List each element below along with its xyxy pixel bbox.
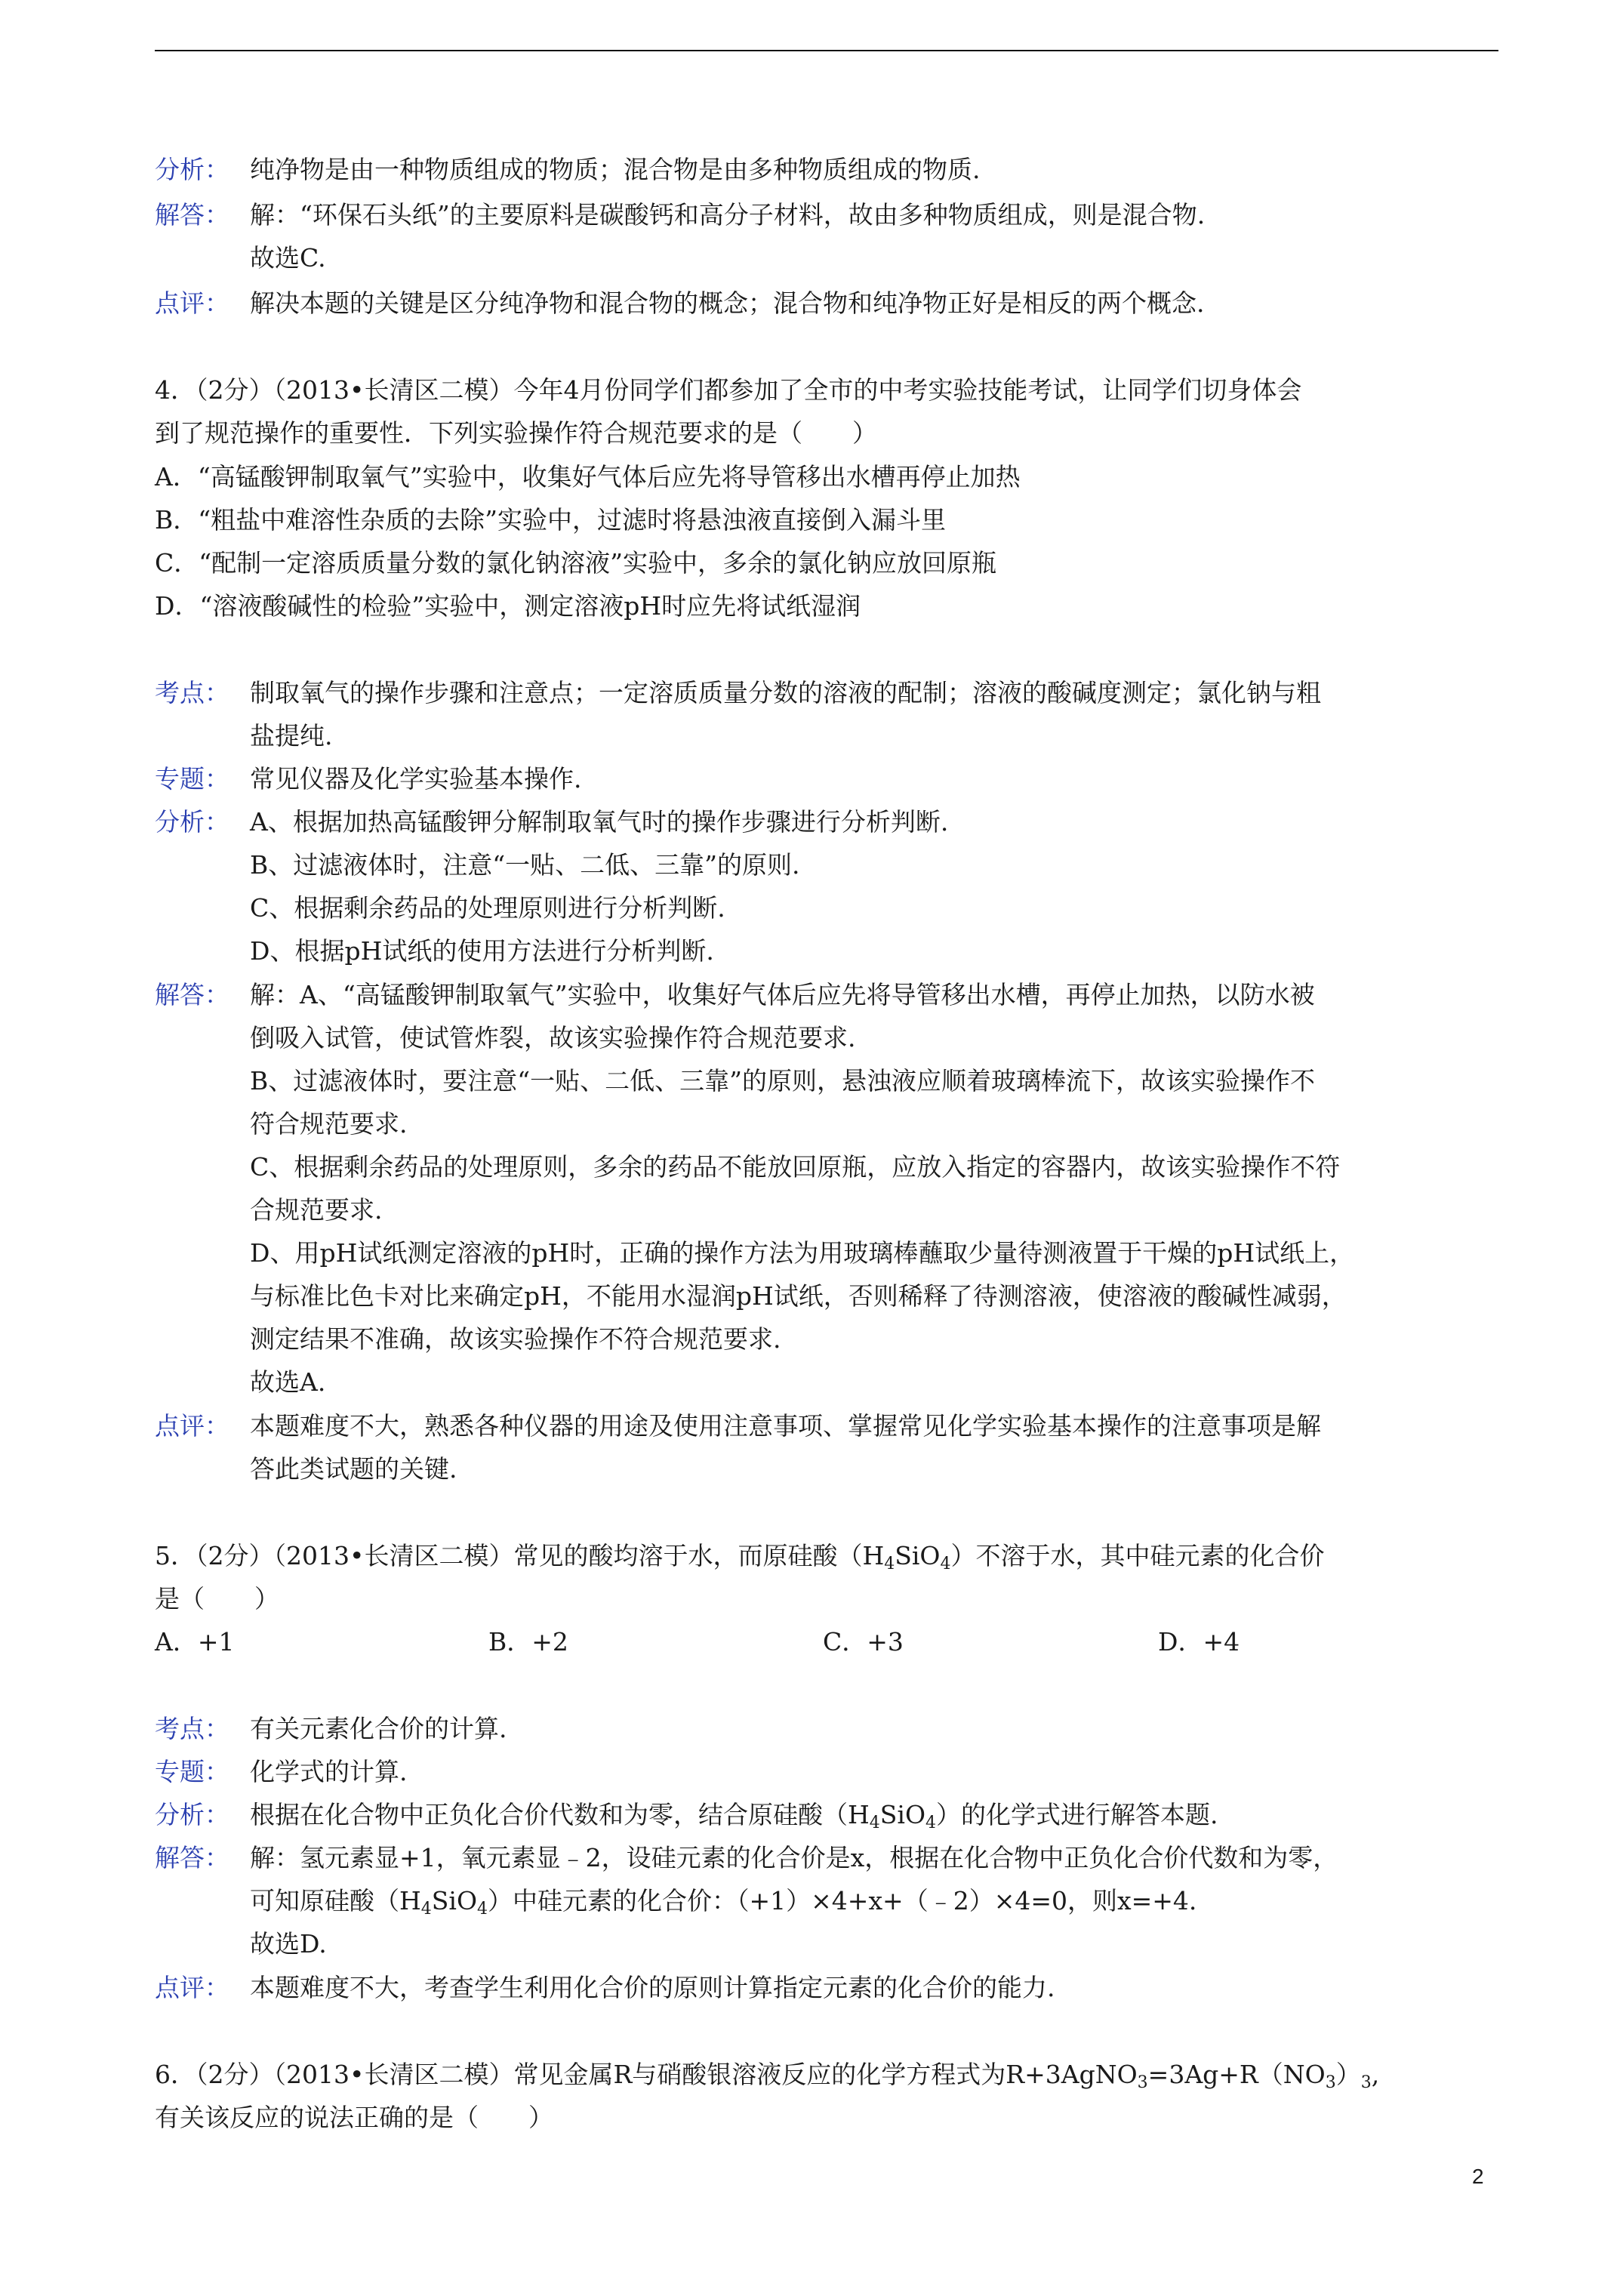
- comment-label: 点评：: [155, 288, 229, 318]
- q4-option-b: B．“粗盐中难溶性杂质的去除”实验中，过滤时将悬浊液直接倒入漏斗里: [155, 505, 946, 535]
- solution-label: 解答：: [155, 200, 229, 230]
- q4-solution-line2: 倒吸入试管，使试管炸裂，故该实验操作符合规范要求.: [250, 1023, 856, 1052]
- q4-solution-text: 解：A、“高锰酸钾制取氧气”实验中，收集好气体后应先将导管移出水槽，再停止加热，以防水被: [250, 980, 1315, 1009]
- q4-comment-text: 本题难度不大，熟悉各种仪器的用途及使用注意事项、掌握常见化学实验基本操作的注意事项是解: [250, 1411, 1321, 1441]
- q4-analysis-b: B、过滤液体时，注意“一贴、二低、三靠”的原则.: [250, 850, 800, 880]
- q5-comment-text: 本题难度不大，考查学生利用化合价的原则计算指定元素的化合价的能力.: [250, 1973, 1055, 2002]
- q4-solution-line9: 测定结果不准确，故该实验操作不符合规范要求.: [250, 1324, 781, 1354]
- q3-solution-text: 解：“环保石头纸”的主要原料是碳酸钙和高分子材料，故由多种物质组成，则是混合物.: [250, 200, 1206, 230]
- q4-option-a: A．“高锰酸钾制取氧气”实验中，收集好气体后应先将导管移出水槽再停止加热: [155, 462, 1021, 492]
- q5-option-b: B．+2: [488, 1627, 568, 1657]
- q5-option-a: A．+1: [155, 1627, 235, 1657]
- q3-comment-text: 解决本题的关键是区分纯净物和混合物的概念；混合物和纯净物正好是相反的两个概念.: [250, 288, 1205, 318]
- q5-topic-text: 化学式的计算.: [250, 1757, 408, 1786]
- q4-comment-cont: 答此类试题的关键.: [250, 1454, 457, 1484]
- keypoint-label: 考点：: [155, 678, 229, 707]
- analysis-label: 分析：: [155, 807, 229, 837]
- q4-stem-line2: 到了规范操作的重要性．下列实验操作符合规范要求的是（ ）: [155, 418, 877, 448]
- q5-answer: 故选D.: [250, 1929, 327, 1959]
- analysis-label: 分析：: [155, 1800, 229, 1829]
- q4-option-d: D．“溶液酸碱性的检验”实验中，测定溶液pH时应先将试纸湿润: [155, 591, 861, 621]
- q4-solution-line8: 与标准比色卡对比来确定pH，不能用水湿润pH试纸，否则稀释了待测溶液，使溶液的酸碱性减弱，: [250, 1281, 1347, 1311]
- q4-topic-text: 常见仪器及化学实验基本操作.: [250, 764, 582, 794]
- q4-stem-line1: 4．（2分）（2013•长清区二模）今年4月份同学们都参加了全市的中考实验技能考试，让同学们切身体会: [155, 375, 1302, 405]
- q5-solution-text: 解：氢元素显+1，氧元素显﹣2，设硅元素的化合价是x，根据在化合物中正负化合价代数和为零，: [250, 1843, 1338, 1872]
- q5-option-c: C．+3: [823, 1627, 904, 1657]
- header-rule: [155, 50, 1498, 51]
- q4-keypoint-cont: 盐提纯.: [250, 721, 333, 750]
- q3-answer: 故选C.: [250, 243, 326, 273]
- q4-analysis-c: C、根据剩余药品的处理原则进行分析判断.: [250, 893, 725, 923]
- q5-analysis-text: 根据在化合物中正负化合价代数和为零，结合原硅酸$(H_4SiO_4)$的化学式进行解答本题.: [250, 1800, 1218, 1832]
- topic-label: 专题：: [155, 1757, 229, 1786]
- keypoint-label: 考点：: [155, 1714, 229, 1743]
- q6-stem-line1: 6．（2分）（2013•长清区二模）常见金属R与硝酸银溶液反应的化学方程式为$R+3AgNO_3=3Ag+R(NO_3)_3$,: [155, 2060, 1380, 2092]
- q4-option-c: C．“配制一定溶质质量分数的氯化钠溶液”实验中，多余的氯化钠应放回原瓶: [155, 548, 996, 578]
- q5-stem-line1: 5．（2分）（2013•长清区二模）常见的酸均溶于水，而原硅酸$(H_4SiO_4)$不溶于水，其中硅元素的化合价: [155, 1541, 1325, 1573]
- q4-answer: 故选A.: [250, 1367, 326, 1397]
- q5-stem-line2: 是（ ）: [155, 1584, 279, 1613]
- solution-label: 解答：: [155, 980, 229, 1009]
- q4-solution-line3: B、过滤液体时，要注意“一贴、二低、三靠”的原则，悬浊液应顺着玻璃棒流下，故该实验操作不: [250, 1066, 1315, 1096]
- q4-solution-line6: 合规范要求.: [250, 1195, 383, 1225]
- q5-keypoint-text: 有关元素化合价的计算.: [250, 1714, 507, 1743]
- q4-solution-line4: 符合规范要求.: [250, 1109, 408, 1139]
- q4-analysis-text: A、根据加热高锰酸钾分解制取氧气时的操作步骤进行分析判断.: [250, 807, 949, 837]
- solution-label: 解答：: [155, 1843, 229, 1872]
- page-number: 2: [1472, 2165, 1484, 2188]
- q5-option-d: D．+4: [1158, 1627, 1240, 1657]
- q4-keypoint-text: 制取氧气的操作步骤和注意点；一定溶质质量分数的溶液的配制；溶液的酸碱度测定；氯化钠与粗: [250, 678, 1321, 707]
- q4-analysis-d: D、根据pH试纸的使用方法进行分析判断.: [250, 936, 714, 966]
- analysis-label: 分析：: [155, 155, 229, 184]
- q5-solution-line2: 可知原硅酸$(H_4SiO_4)$中硅元素的化合价：（+1）×4+x+（﹣2）×4=0，则x=+4.: [250, 1886, 1197, 1918]
- q6-stem-line2: 有关该反应的说法正确的是（ ）: [155, 2103, 553, 2132]
- comment-label: 点评：: [155, 1973, 229, 2002]
- q3-analysis-text: 纯净物是由一种物质组成的物质；混合物是由多种物质组成的物质.: [250, 155, 981, 184]
- topic-label: 专题：: [155, 764, 229, 794]
- q4-solution-line5: C、根据剩余药品的处理原则，多余的药品不能放回原瓶，应放入指定的容器内，故该实验操作不符: [250, 1152, 1341, 1182]
- comment-label: 点评：: [155, 1411, 229, 1441]
- q4-solution-line7: D、用pH试纸测定溶液的pH时，正确的操作方法为用玻璃棒蘸取少量待测液置于干燥的pH试纸上，: [250, 1238, 1355, 1268]
